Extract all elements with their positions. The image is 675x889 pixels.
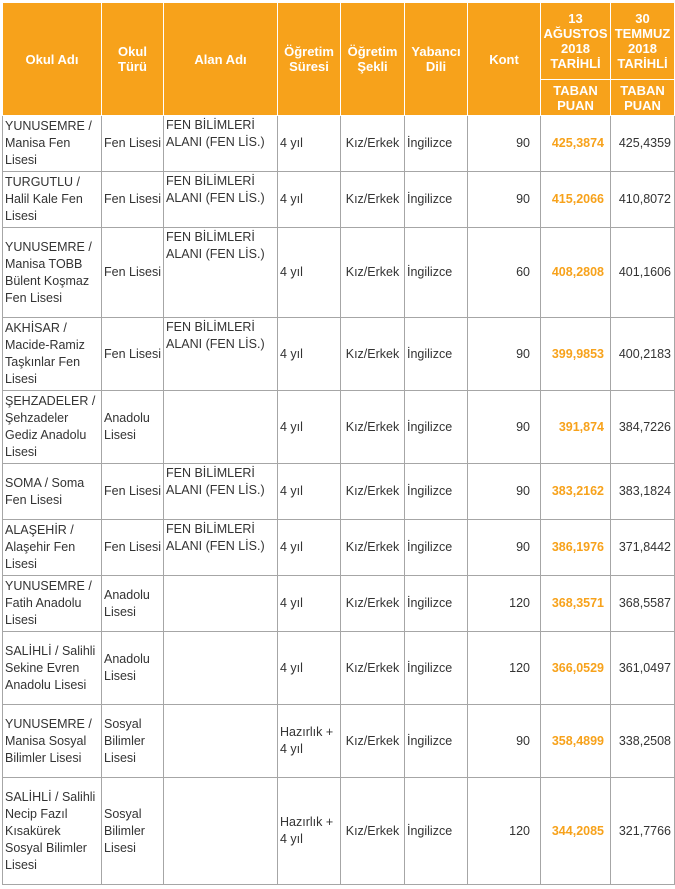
cell-duration: 4 yıl bbox=[278, 391, 341, 464]
cell-mode: Kız/Erkek bbox=[341, 520, 405, 576]
cell-language: İngilizce bbox=[405, 705, 468, 778]
cell-score-aug: 386,1976 bbox=[541, 520, 611, 576]
cell-score-aug: 344,2085 bbox=[541, 778, 611, 885]
header-mode: Öğretim Şekli bbox=[341, 3, 405, 116]
table-row bbox=[3, 116, 675, 172]
cell-school: ŞEHZADELER / Şehzadeler Gediz Anadolu Lisesi bbox=[3, 391, 102, 464]
cell-score-jul: 361,0497 bbox=[611, 632, 675, 705]
cell-duration: Hazırlık + 4 yıl bbox=[278, 705, 341, 778]
cell-type: Anadolu Lisesi bbox=[102, 576, 164, 632]
cell-duration: 4 yıl bbox=[278, 172, 341, 228]
cell-score-aug: 391,874 bbox=[541, 391, 611, 464]
cell-language: İngilizce bbox=[405, 520, 468, 576]
cell-mode: Kız/Erkek bbox=[341, 228, 405, 318]
cell-field bbox=[164, 632, 278, 705]
cell-type: Fen Lisesi bbox=[102, 318, 164, 391]
cell-school: AKHİSAR / Macide-Ramiz Taşkınlar Fen Lisesi bbox=[3, 318, 102, 391]
cell-score-jul: 400,2183 bbox=[611, 318, 675, 391]
cell-duration: 4 yıl bbox=[278, 318, 341, 391]
cell-school: ALAŞEHİR / Alaşehir Fen Lisesi bbox=[3, 520, 102, 576]
cell-type: Fen Lisesi bbox=[102, 464, 164, 520]
cell-field bbox=[164, 778, 278, 885]
cell-field: FEN BİLİMLERİ ALANI (FEN LİS.) bbox=[164, 172, 278, 228]
cell-type: Fen Lisesi bbox=[102, 116, 164, 172]
cell-field bbox=[164, 391, 278, 464]
table-row bbox=[3, 228, 675, 318]
header-date-jul: 30 TEMMUZ 2018 TARİHLİ bbox=[611, 3, 675, 80]
header-duration: Öğretim Süresi bbox=[278, 3, 341, 116]
cell-quota: 90 bbox=[468, 520, 541, 576]
cell-field: FEN BİLİMLERİ ALANI (FEN LİS.) bbox=[164, 464, 278, 520]
cell-school: YUNUSEMRE / Manisa Sosyal Bilimler Lisesi bbox=[3, 705, 102, 778]
table-row bbox=[3, 705, 675, 778]
cell-type: Sosyal Bilimler Lisesi bbox=[102, 705, 164, 778]
header-type: Okul Türü bbox=[102, 3, 164, 116]
cell-score-jul: 383,1824 bbox=[611, 464, 675, 520]
cell-language: İngilizce bbox=[405, 576, 468, 632]
table-row bbox=[3, 464, 675, 520]
cell-quota: 120 bbox=[468, 778, 541, 885]
cell-score-jul: 401,1606 bbox=[611, 228, 675, 318]
cell-quota: 90 bbox=[468, 318, 541, 391]
header-quota: Kont bbox=[468, 3, 541, 116]
cell-mode: Kız/Erkek bbox=[341, 318, 405, 391]
cell-language: İngilizce bbox=[405, 632, 468, 705]
cell-score-aug: 408,2808 bbox=[541, 228, 611, 318]
cell-duration: Hazırlık + 4 yıl bbox=[278, 778, 341, 885]
cell-quota: 90 bbox=[468, 705, 541, 778]
cell-type: Fen Lisesi bbox=[102, 172, 164, 228]
cell-field: FEN BİLİMLERİ ALANI (FEN LİS.) bbox=[164, 520, 278, 576]
cell-language: İngilizce bbox=[405, 318, 468, 391]
cell-duration: 4 yıl bbox=[278, 116, 341, 172]
cell-mode: Kız/Erkek bbox=[341, 576, 405, 632]
cell-mode: Kız/Erkek bbox=[341, 116, 405, 172]
cell-quota: 120 bbox=[468, 576, 541, 632]
cell-quota: 90 bbox=[468, 116, 541, 172]
cell-mode: Kız/Erkek bbox=[341, 464, 405, 520]
header-score-jul: TABAN PUAN bbox=[611, 80, 675, 116]
cell-duration: 4 yıl bbox=[278, 520, 341, 576]
taban-puan-table bbox=[2, 2, 675, 885]
cell-quota: 90 bbox=[468, 391, 541, 464]
cell-school: SALİHLİ / Salihli Sekine Evren Anadolu Lisesi bbox=[3, 632, 102, 705]
table-row bbox=[3, 632, 675, 705]
cell-score-jul: 425,4359 bbox=[611, 116, 675, 172]
cell-score-aug: 425,3874 bbox=[541, 116, 611, 172]
header-date-aug: 13 AĞUSTOS 2018 TARİHLİ bbox=[541, 3, 611, 80]
table-row bbox=[3, 391, 675, 464]
cell-field: FEN BİLİMLERİ ALANI (FEN LİS.) bbox=[164, 116, 278, 172]
cell-school: SALİHLİ / Salihli Necip Fazıl Kısakürek Sosyal Bilimler Lisesi bbox=[3, 778, 102, 885]
cell-school: YUNUSEMRE / Manisa TOBB Bülent Koşmaz Fen Lisesi bbox=[3, 228, 102, 318]
header-field: Alan Adı bbox=[164, 3, 278, 116]
cell-duration: 4 yıl bbox=[278, 576, 341, 632]
cell-score-jul: 368,5587 bbox=[611, 576, 675, 632]
cell-duration: 4 yıl bbox=[278, 632, 341, 705]
table-row bbox=[3, 778, 675, 885]
cell-mode: Kız/Erkek bbox=[341, 778, 405, 885]
cell-field bbox=[164, 705, 278, 778]
table-row bbox=[3, 318, 675, 391]
cell-mode: Kız/Erkek bbox=[341, 391, 405, 464]
cell-mode: Kız/Erkek bbox=[341, 172, 405, 228]
cell-score-aug: 415,2066 bbox=[541, 172, 611, 228]
cell-school: YUNUSEMRE / Fatih Anadolu Lisesi bbox=[3, 576, 102, 632]
cell-score-jul: 384,7226 bbox=[611, 391, 675, 464]
table-body bbox=[3, 116, 675, 885]
cell-quota: 60 bbox=[468, 228, 541, 318]
cell-school: TURGUTLU / Halil Kale Fen Lisesi bbox=[3, 172, 102, 228]
cell-score-aug: 383,2162 bbox=[541, 464, 611, 520]
cell-mode: Kız/Erkek bbox=[341, 705, 405, 778]
table-row bbox=[3, 172, 675, 228]
cell-language: İngilizce bbox=[405, 778, 468, 885]
cell-type: Anadolu Lisesi bbox=[102, 391, 164, 464]
header-score-aug: TABAN PUAN bbox=[541, 80, 611, 116]
header-school: Okul Adı bbox=[3, 3, 102, 116]
cell-field: FEN BİLİMLERİ ALANI (FEN LİS.) bbox=[164, 318, 278, 391]
table-row bbox=[3, 520, 675, 576]
cell-language: İngilizce bbox=[405, 464, 468, 520]
cell-type: Sosyal Bilimler Lisesi bbox=[102, 778, 164, 885]
cell-score-jul: 321,7766 bbox=[611, 778, 675, 885]
cell-quota: 90 bbox=[468, 172, 541, 228]
cell-language: İngilizce bbox=[405, 116, 468, 172]
cell-score-aug: 399,9853 bbox=[541, 318, 611, 391]
cell-mode: Kız/Erkek bbox=[341, 632, 405, 705]
cell-quota: 120 bbox=[468, 632, 541, 705]
cell-score-aug: 358,4899 bbox=[541, 705, 611, 778]
cell-duration: 4 yıl bbox=[278, 464, 341, 520]
cell-quota: 90 bbox=[468, 464, 541, 520]
cell-language: İngilizce bbox=[405, 172, 468, 228]
cell-field bbox=[164, 576, 278, 632]
cell-language: İngilizce bbox=[405, 228, 468, 318]
cell-school: SOMA / Soma Fen Lisesi bbox=[3, 464, 102, 520]
cell-score-jul: 410,8072 bbox=[611, 172, 675, 228]
cell-language: İngilizce bbox=[405, 391, 468, 464]
cell-type: Fen Lisesi bbox=[102, 520, 164, 576]
cell-field: FEN BİLİMLERİ ALANI (FEN LİS.) bbox=[164, 228, 278, 318]
table-row bbox=[3, 576, 675, 632]
cell-school: YUNUSEMRE / Manisa Fen Lisesi bbox=[3, 116, 102, 172]
cell-type: Fen Lisesi bbox=[102, 228, 164, 318]
cell-type: Anadolu Lisesi bbox=[102, 632, 164, 705]
header-language: Yabancı Dili bbox=[405, 3, 468, 116]
cell-score-aug: 368,3571 bbox=[541, 576, 611, 632]
cell-score-aug: 366,0529 bbox=[541, 632, 611, 705]
cell-score-jul: 371,8442 bbox=[611, 520, 675, 576]
cell-duration: 4 yıl bbox=[278, 228, 341, 318]
cell-score-jul: 338,2508 bbox=[611, 705, 675, 778]
